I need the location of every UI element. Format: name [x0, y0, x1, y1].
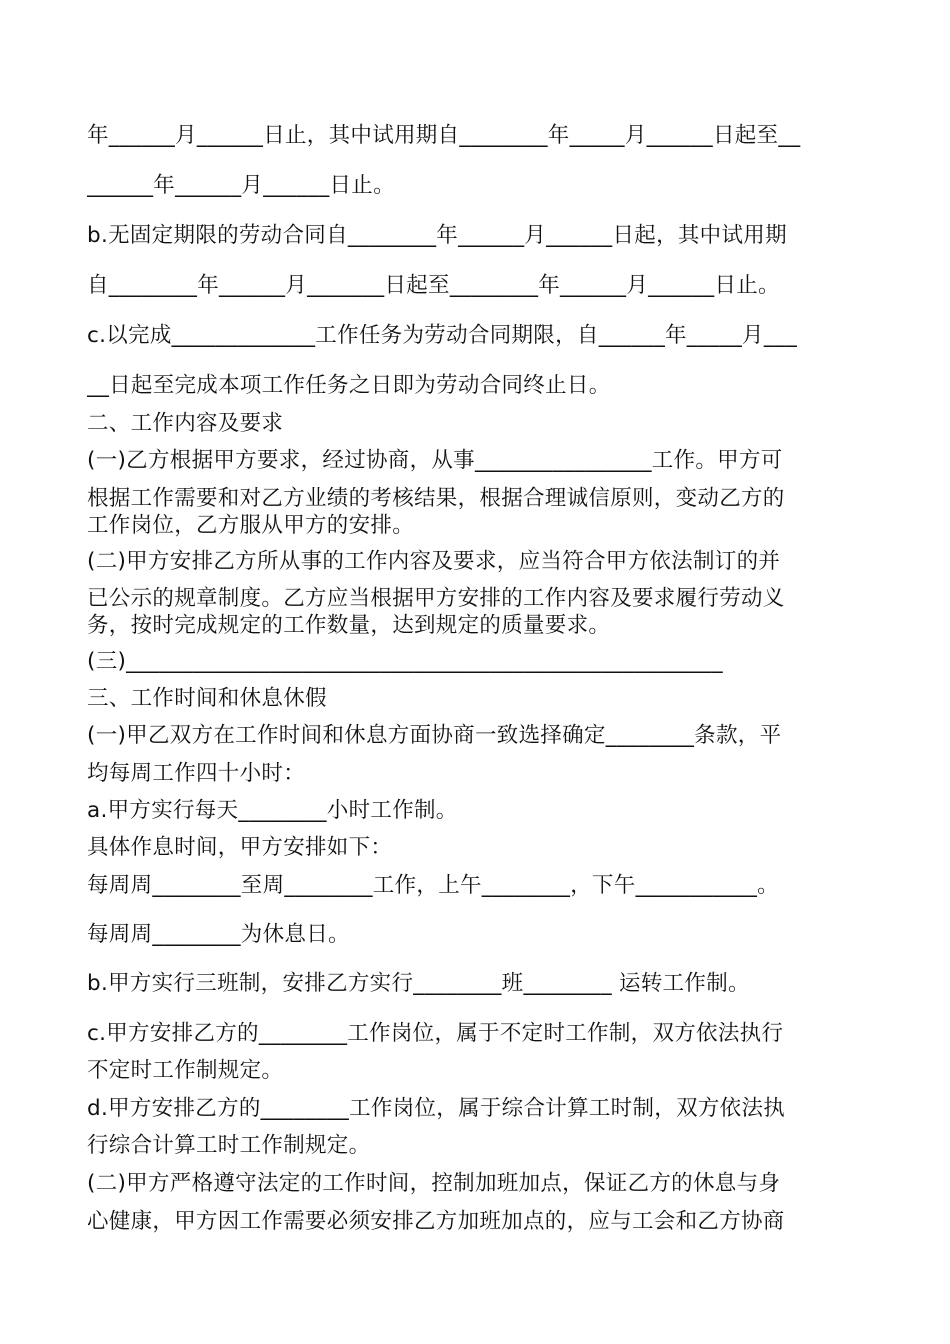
- text-line: b.甲方实行三班制，安排乙方实行________班________ 运转工作制。: [87, 971, 750, 996]
- text-line: 心健康，甲方因工作需要必须安排乙方加班加点的，应与工会和乙方协商: [87, 1209, 785, 1234]
- text-line: 工作岗位，乙方服从甲方的安排。: [87, 513, 415, 538]
- text-line: __日起至完成本项工作任务之日即为劳动合同终止日。: [87, 373, 611, 398]
- text-line: (二)甲方安排乙方所从事的工作内容及要求，应当符合甲方依法制订的并: [87, 549, 781, 574]
- text-line: ______年______月______日止。: [87, 173, 395, 198]
- text-line: b.无固定期限的劳动合同自________年______月______日起，其中试用期: [87, 223, 787, 248]
- text-line: 均每周工作四十小时：: [87, 761, 306, 786]
- text-line: (一)乙方根据甲方要求，经过协商，从事________________工作。甲方可: [87, 448, 783, 473]
- section-heading: 三、工作时间和休息休假: [87, 686, 327, 711]
- text-line: (二)甲方严格遵守法定的工作时间，控制加班加点，保证乙方的休息与身: [87, 1171, 781, 1196]
- text-line: 务，按时完成规定的工作数量，达到规定的质量要求。: [87, 613, 611, 638]
- text-line: 年______月______日止，其中试用期自________年_____月______日起至__: [87, 123, 801, 148]
- section-heading: 二、工作内容及要求: [87, 411, 284, 436]
- text-line: 根据工作需要和对乙方业绩的考核结果，根据合理诚信原则，变动乙方的: [87, 486, 785, 511]
- text-line: (三)______________________________________________________: [87, 649, 723, 674]
- text-line: c.甲方安排乙方的________工作岗位，属于不定时工作制，双方依法执行: [87, 1021, 784, 1046]
- text-line: (一)甲乙双方在工作时间和休息方面协商一致选择确定________条款，平: [87, 723, 782, 748]
- text-line: d.甲方安排乙方的________工作岗位，属于综合计算工时制，双方依法执: [87, 1096, 786, 1121]
- text-line: 每周周________至周________工作，上午________，下午___________。: [87, 873, 779, 898]
- text-line: 自________年______月_______日起至________年______月______日止。: [87, 273, 780, 298]
- text-line: 行综合计算工时工作制规定。: [87, 1133, 371, 1158]
- text-line: c.以完成_____________工作任务为劳动合同期限，自______年_____月___: [87, 323, 798, 348]
- text-line: 不定时工作制规定。: [87, 1058, 284, 1083]
- text-line: 每周周________为休息日。: [87, 922, 350, 947]
- text-line: 已公示的规章制度。乙方应当根据甲方安排的工作内容及要求履行劳动义: [87, 586, 785, 611]
- text-line: 具体作息时间，甲方安排如下：: [87, 835, 393, 860]
- text-line: a.甲方实行每天________小时工作制。: [87, 798, 458, 823]
